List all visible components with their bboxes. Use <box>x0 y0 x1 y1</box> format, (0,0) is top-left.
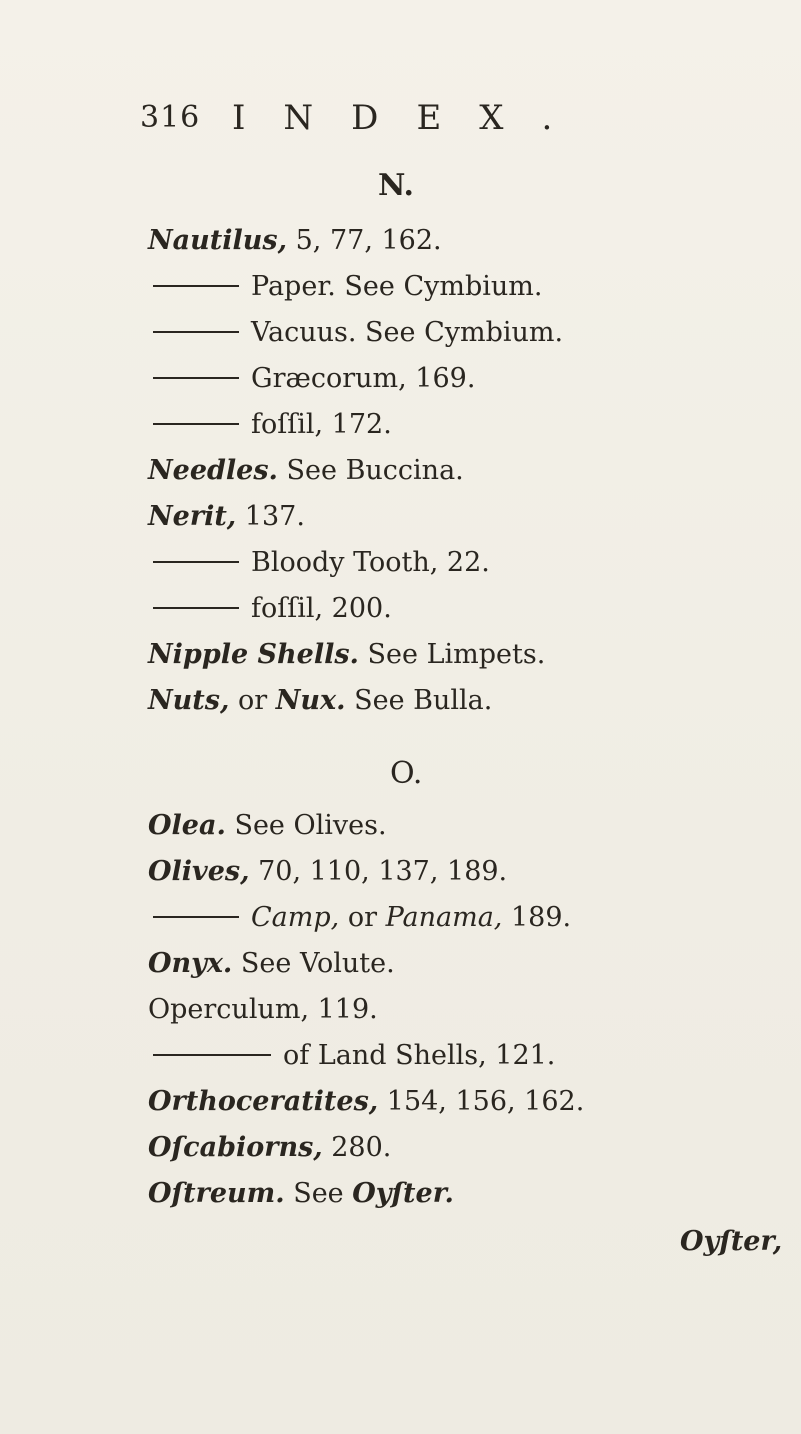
index-entry-operculum: Operculum, 119. <box>148 994 378 1025</box>
index-subentry: Vacuus. See Cymbium. <box>153 317 563 349</box>
ditto-dash <box>153 1054 271 1056</box>
index-entry-orthoceratites: Orthoceratites, 154, 156, 162. <box>148 1086 585 1117</box>
index-subentry: foſſil, 200. <box>153 593 392 625</box>
index-entry-olives: Olives, 70, 110, 137, 189. <box>148 856 508 887</box>
ditto-dash <box>153 423 239 425</box>
ditto-dash <box>153 561 239 563</box>
index-entry-oscabiorns: Oſcabiorns, 280. <box>148 1132 392 1163</box>
ditto-dash <box>153 377 239 379</box>
index-subentry: Græcorum, 169. <box>153 363 475 395</box>
page-number: 316 <box>140 100 201 135</box>
section-letter-o: O. <box>390 756 423 791</box>
index-subentry: foſſil, 172. <box>153 409 392 441</box>
ditto-dash <box>153 607 239 609</box>
index-subentry: Paper. See Cymbium. <box>153 271 542 303</box>
catchword: Oyſter, <box>680 1226 783 1257</box>
ditto-dash <box>153 916 239 918</box>
index-entry-onyx: Onyx. See Volute. <box>148 948 395 979</box>
index-subentry: of Land Shells, 121. <box>153 1040 555 1072</box>
index-subentry: Bloody Tooth, 22. <box>153 547 490 579</box>
ditto-dash <box>153 331 239 333</box>
index-entry-nerit: Nerit, 137. <box>148 501 305 532</box>
index-entry-ostreum: Oſtreum. See Oyſter. <box>148 1178 454 1209</box>
index-entry-nipple-shells: Nipple Shells. See Limpets. <box>148 639 546 670</box>
index-entry-olea: Olea. See Olives. <box>148 810 387 841</box>
index-entry-nautilus: Nautilus, 5, 77, 162. <box>148 225 442 256</box>
ditto-dash <box>153 285 239 287</box>
page-title: INDEX. <box>232 98 591 138</box>
section-letter-n: N. <box>378 168 414 203</box>
running-head <box>140 100 600 160</box>
index-entry-needles: Needles. See Buccina. <box>148 455 464 486</box>
index-subentry: Camp, or Panama, 189. <box>153 902 571 934</box>
index-entry-nuts: Nuts, or Nux. See Bulla. <box>148 685 493 716</box>
